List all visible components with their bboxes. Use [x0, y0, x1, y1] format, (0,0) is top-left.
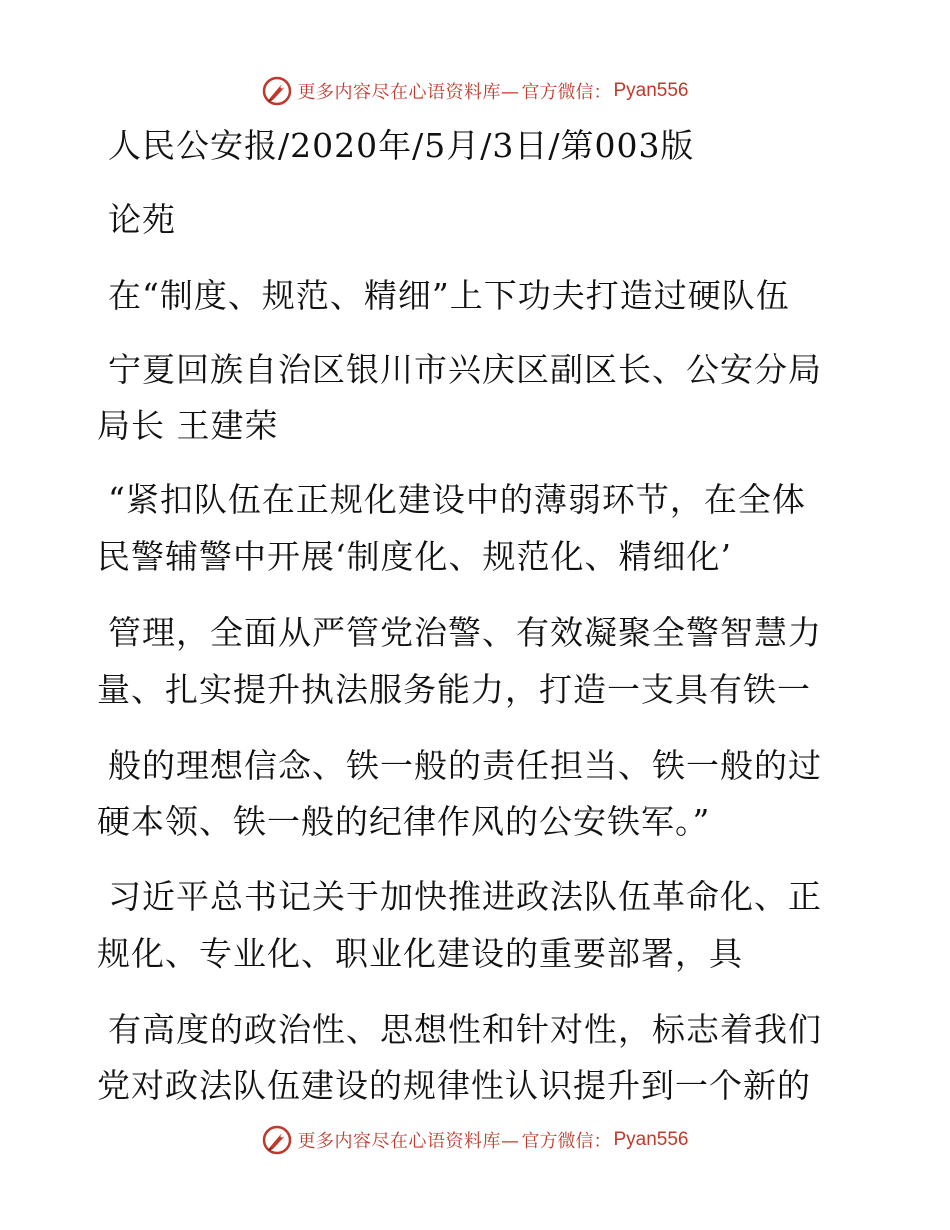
watermark-wechat-id: Pyan556	[613, 80, 689, 101]
body-line: 硬本领、铁一般的纪律作风的公安铁军。”	[97, 802, 711, 841]
body-line: 般的理想信念、铁一般的责任担当、铁一般的过	[108, 746, 822, 785]
body-line: 党对政法队伍建设的规律性认识提升到一个新的	[97, 1066, 811, 1105]
fountain-pen-logo-icon	[261, 1124, 293, 1156]
newspaper-source: 人民公安报/2020年/5月/3日/第003版	[108, 126, 695, 165]
watermark-wechat-label: 官方微信：	[521, 82, 612, 103]
body-line: “紧扣队伍在正规化建设中的薄弱环节，在全体	[108, 480, 806, 519]
body-line: 管理，全面从严管党治警、有效凝聚全警智慧力	[108, 613, 822, 652]
author-line-1: 宁夏回族自治区银川市兴庆区副区长、公安分局	[108, 350, 822, 389]
body-line: 量、扎实提升执法服务能力，打造一支具有铁一	[97, 670, 811, 709]
watermark-banner-bottom	[0, 1120, 950, 1160]
watermark-banner-top	[0, 71, 950, 111]
watermark-text: 更多内容尽在心语资料库—	[297, 82, 520, 103]
body-line: 有高度的政治性、思想性和针对性，标志着我们	[108, 1010, 822, 1049]
body-line: 民警辅警中开展‘制度化、规范化、精细化’	[97, 537, 732, 576]
body-line: 习近平总书记关于加快推进政法队伍革命化、正	[108, 877, 822, 916]
watermark-wechat-label: 官方微信：	[521, 1131, 612, 1152]
article-title: 在“制度、规范、精细”上下功夫打造过硬队伍	[108, 276, 790, 315]
body-line: 规化、专业化、职业化建设的重要部署，具	[97, 934, 743, 973]
column-name: 论苑	[108, 200, 176, 239]
watermark-text: 更多内容尽在心语资料库—	[297, 1131, 520, 1152]
author-line-2: 局长 王建荣	[97, 406, 279, 445]
watermark-wechat-id: Pyan556	[613, 1129, 689, 1150]
fountain-pen-logo-icon	[261, 75, 293, 107]
